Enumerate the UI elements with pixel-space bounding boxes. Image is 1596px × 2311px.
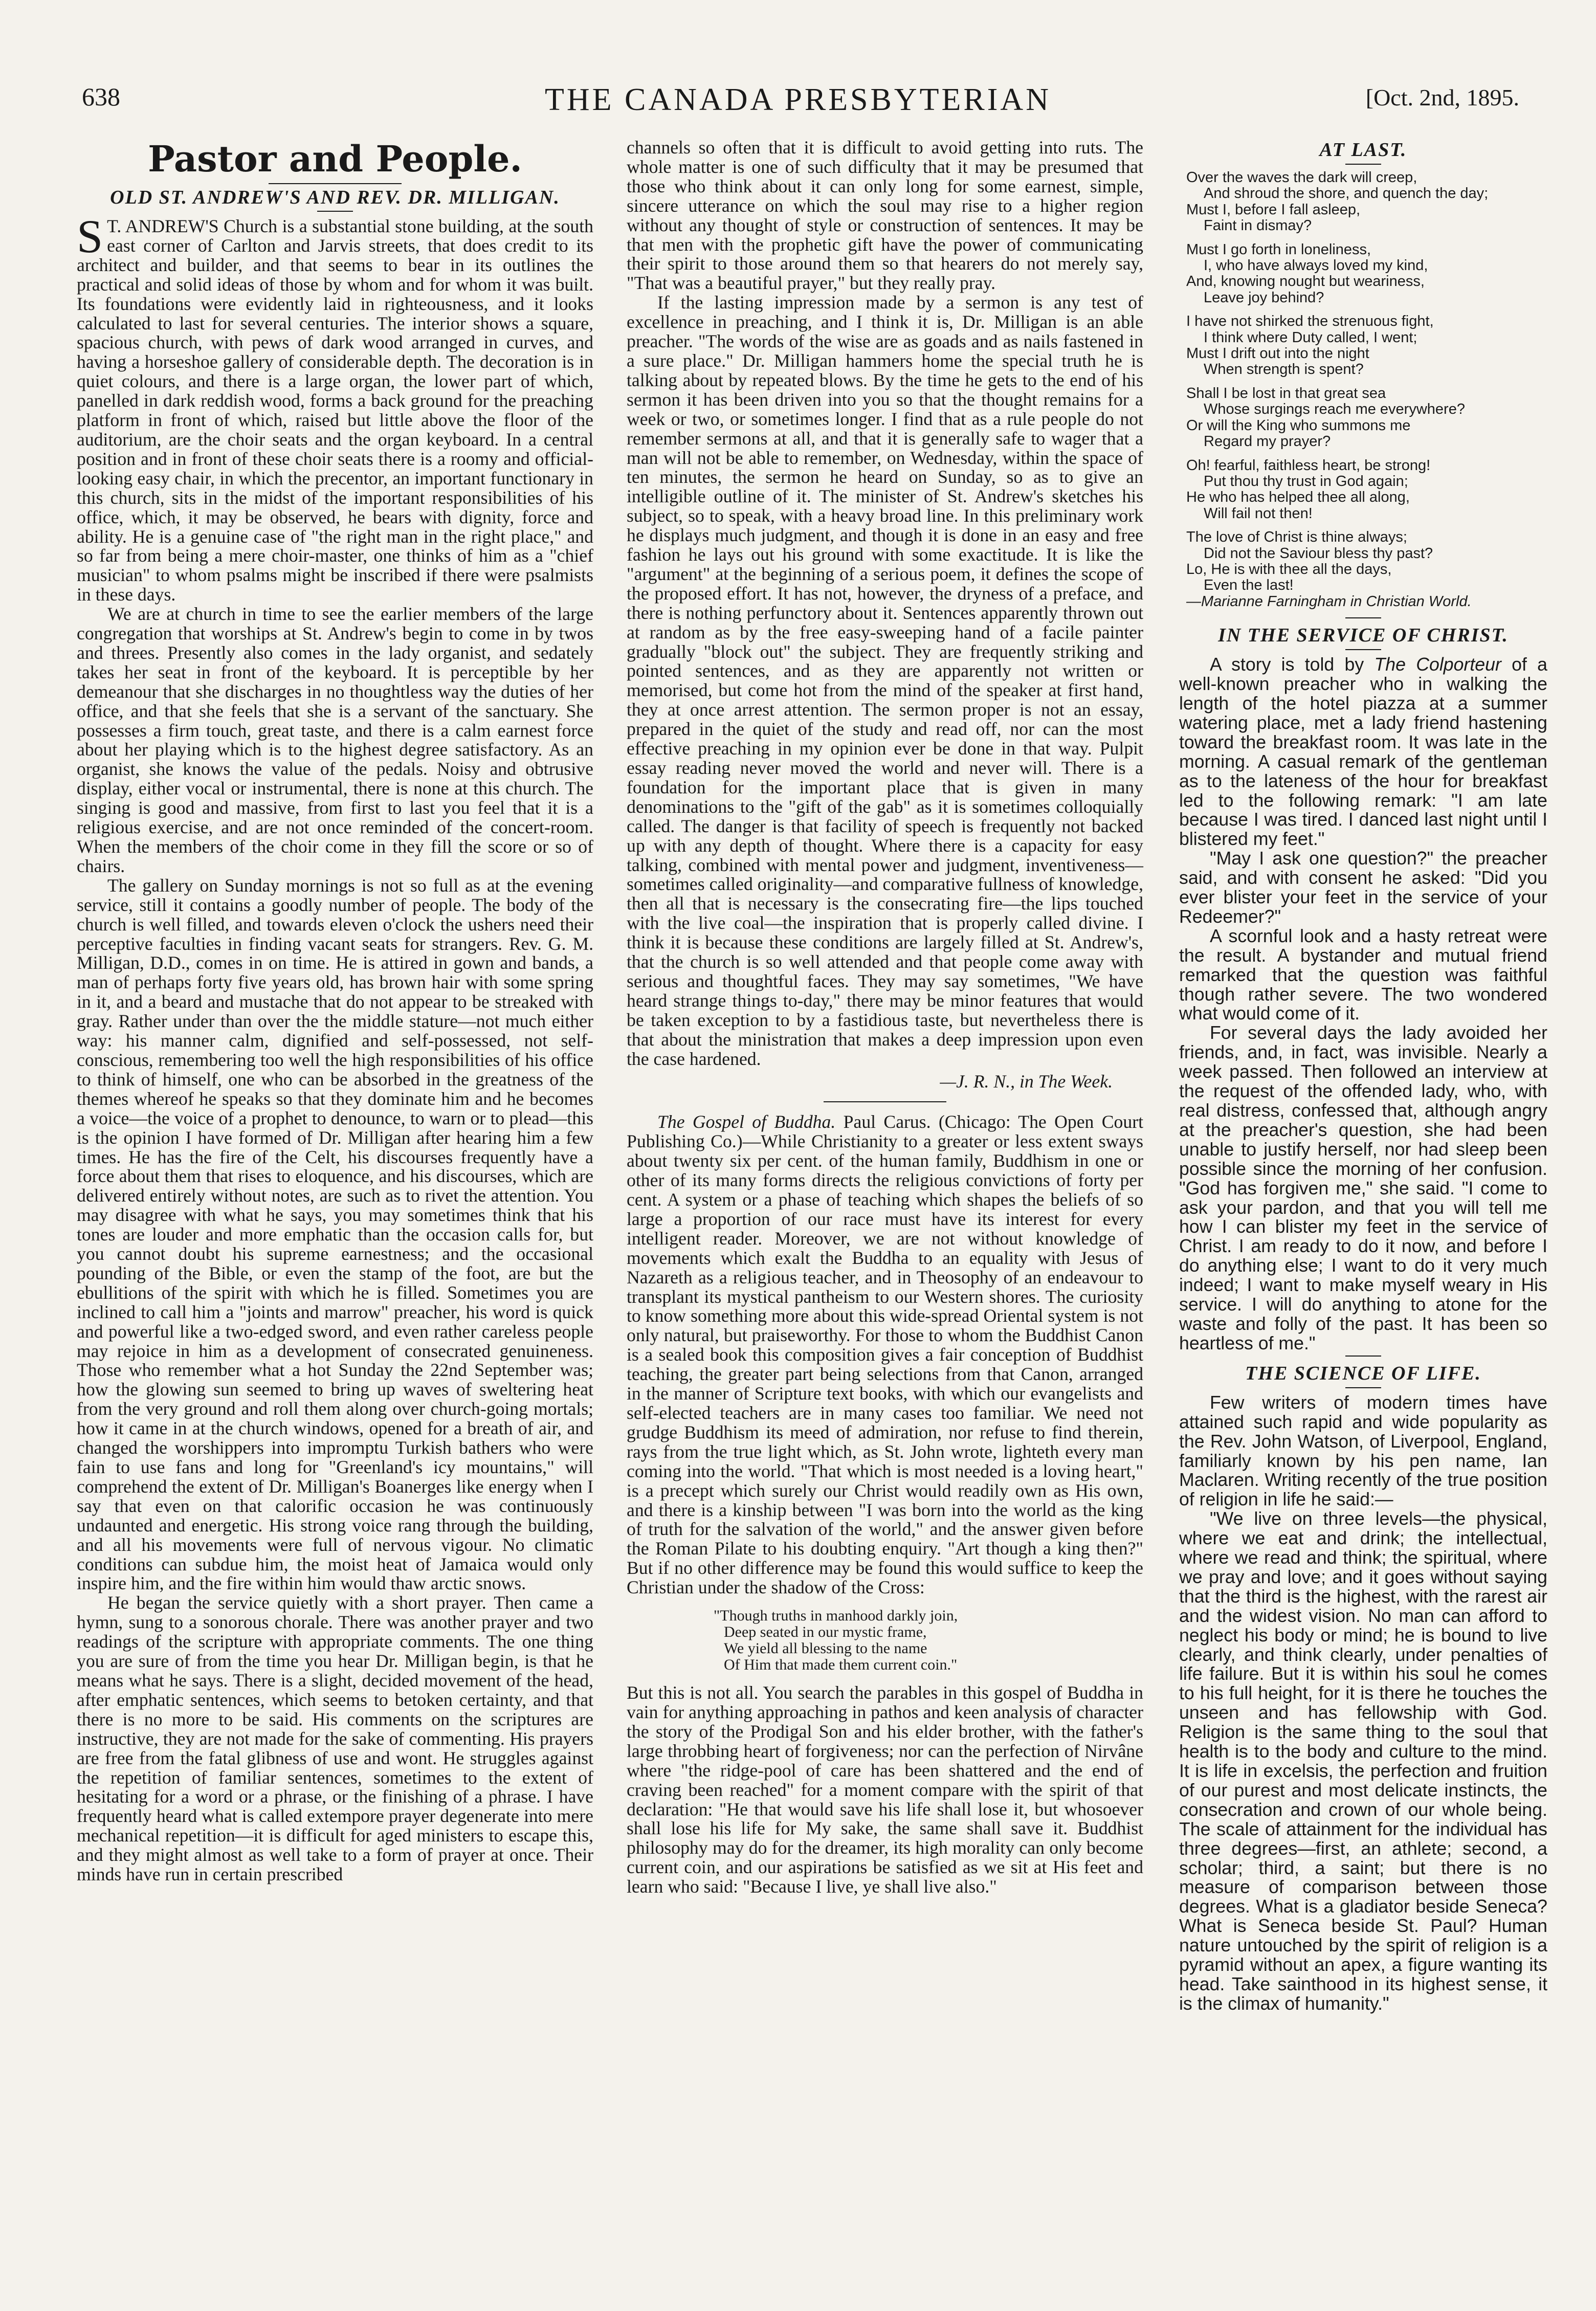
article-divider <box>824 1101 946 1102</box>
poem-stanza: The love of Christ is thine always; Did not the Saviour bless thy past? Lo, He is with thee all the days, Even the last! —Marianne Farningham in Christian World. <box>1186 529 1547 610</box>
poem-line: We yield all blessing to the name <box>724 1640 927 1657</box>
article-paragraph: He began the service quietly with a short prayer. Then came a hymn, sung to a sonorous chorale. There was another prayer and two readings of the scripture with appropriate comments. The one thing you are sure of from the time you hear Dr. Milligan begin, is that he means what he says. There is a slight, decided movement of the head, after emphatic sentences, which seems to betoken certainty, and that there is no more to be said. His comments on the scriptures are instructive, they are not made for the sake of commenting. His prayers are free from the fatal glibness of use and wont. He struggles against the repetition of familiar sentences, sometimes to the extent of hesitating for a word or a phrase, or the finishing of a phrase. I have frequently heard what is called extempore prayer degenerate into mere mechanical repetition—it is difficult for aged ministers to escape this, and they might almost as well take to a form of prayer at once. Their minds have run in certain prescribed <box>77 1592 593 1885</box>
section-rule <box>1345 1356 1381 1357</box>
article-paragraph: S T. ANDREW'S Church is a substantial stone building, at the south east corner of Carlton and Jarvis streets, that does credit to its architect and builder, and that seems to bear in its outlines the practical and solid ideas of those by whom and for whom it was built. Its foundations were evidently laid in righteousness, and it looks calculated to last for several centuries. The interior shows a square, spacious church, with pews of dark wood arranged in curves, and having a horseshoe gallery of considerable depth. The decoration is in quiet colours, and there is a large organ, the lower part of which, panelled in dark reddish wood, forms a back ground for the preaching platform in front of which, raised but little above the floor of the auditorium, are the choir seats and the organ keyboard. In a central position and in front of these choir seats there is a roomy and official-looking easy chair, in which the precentor, an important functionary in this church, sits in the midst of the important responsibilities of his office, which, it may be observed, he bears with dignity, force and ability. He is a genuine case of "the right man in the right place," and so far from being a mere choir-master, one thinks of him as a "chief musician" to whom psalms might be inscribed if there were psalmists in these days. <box>77 210 593 605</box>
poem-at-last <box>1186 170 1547 610</box>
page-number: 638 <box>82 82 120 111</box>
title-rule <box>269 183 402 184</box>
poem-stanza: I have not shirked the strenuous fight, I think where Duty called, I went; Must I drift out into the night When strength is spent? <box>1186 313 1434 378</box>
book-title: The Gospel of Buddha. <box>657 1112 836 1132</box>
section-heading: IN THE SERVICE OF CHRIST. <box>1218 625 1509 647</box>
section-rule <box>1345 649 1381 650</box>
column-1 <box>77 138 593 1884</box>
poem-stanza: Over the waves the dark will creep, And shroud the shore, and quench the day; Must I, before I fall asleep, Faint in dismay? <box>1186 169 1489 234</box>
article-paragraph: For several days the lady avoided her friends, and, in fact, was invisible. Nearly a week passed. Then followed an interview at the request of the offended lady, who, with real distress, confessed that, although angry at the preacher's question, she had been unable to justify herself, nor had sleep been possible since the morning of her confusion. "God has forgiven me," she said. "I come to ask your pardon, and that you will tell me how I can blister my feet in the service of Christ. I am ready to do it now, and before I do anything else; I want to do it very much indeed; I want to make myself weary in His service. I will do anything to atone for the waste and folly of the past. It has been so heartless of me." <box>1179 1023 1547 1353</box>
poem-rule <box>1345 164 1381 165</box>
section-title: Pastor and People. <box>148 138 522 180</box>
issue-date: [Oct. 2nd, 1895. <box>1365 84 1519 110</box>
poem-stanza: Oh! fearful, faithless heart, be strong! Put thou thy trust in God again; He who has helped thee all along, Will fail not then! <box>1186 457 1431 522</box>
section-rule <box>1345 1387 1381 1388</box>
column-3 <box>1179 138 1547 2014</box>
poem-line: Of Him that made them current coin." <box>724 1656 958 1674</box>
poem-line: Deep seated in our mystic frame, <box>724 1624 927 1641</box>
article-byline: —J. R. N., in The Week. <box>940 1071 1113 1092</box>
article-rule <box>317 211 353 212</box>
article-paragraph: A scornful look and a hasty retreat were the result. A bystander and mutual friend remarked that the question was faithful though rather severe. The two wondered what would come of it. <box>1179 925 1547 1024</box>
article-paragraph: The gallery on Sunday mornings is not so full as at the evening service, still it contains a goodly number of people. The body of the church is well filled, and towards eleven o'clock the ushers need their perceptive faculties in finding vacant seats for strangers. Rev. G. M. Milligan, D.D., comes in on time. He is attired in gown and bands, a man of perhaps forty five years old, has brown hair with some spring in it, and a beard and mustache that do not appear to be streaked with gray. Rather under than over the the middle stature—not much either way: his manner calm, dignified and self-possessed, not self-conscious, remembering too well the high responsibilities of his office to think of himself, one who can be absorbed in the greatness of the themes whereof he speaks so that they dominate him and he becomes a voice—the voice of a prophet to denounce, to warn or to plead—this is the opinion I have formed of Dr. Milligan after hearing him a few times. He has the fire of the Celt, his discourses frequently have a force about them that rises to eloquence, and his discourses, which are delivered entirely without notes, are such as to rivet the attention. You may disagree with what he says, you may sometimes think that his tones are louder and more emphatic than the occasion calls for, but you cannot doubt his supreme earnestness; and the occasional pounding of the Bible, or even the stamp of the foot, are but the ebullitions of the spirit with which he is filled. Sometimes you are inclined to call him a "joints and marrow" preacher, his word is quick and powerful like a two-edged sword, and even rather careless people may rejoice in him as a development of consecrated genuineness. Those who remember what a hot Sunday the 22nd September was; how the glowing sun seemed to bring up waves of sweltering heat from the very ground and roll them along over church-going mortals; how it came in at the church windows, opened for a breath of air, and changed the worshippers into impromptu Turkish bathers who were fain to use fans and long for "Greenland's icy mountains," will comprehend the extent of Dr. Milligan's Boanerges like energy when I say that even on that calorific occasion he was continuously undaunted and energetic. His strong voice rang through the building, and all his movements were full of nervous vigour. No climatic conditions can subdue him, the moist heat of Jamaica would only inspire him, and the fire within him would thaw arctic snows. <box>77 875 593 1594</box>
section-heading: THE SCIENCE OF LIFE. <box>1245 1362 1481 1384</box>
poem-stanza: Shall I be lost in that great sea Whose surgings reach me everywhere? Or will the King who summons me Regard my prayer? <box>1186 385 1465 450</box>
article-paragraph: channels so often that it is difficult to avoid getting into ruts. The whole matter is one of such difficulty that it may be presumed that those who think about it can only long for some earnest, simple, sincere utterance on which the soul may rise to a higher region without any thought of style or construction of sentences. It may be that men with the prophetic gift have the power of communicating their spirit to those around them so that hearers do not merely say, "That was a beautiful prayer," but they really pray. <box>627 137 1143 294</box>
science-of-life-article <box>1179 1393 1547 2014</box>
article-paragraph: "May I ask one question?" the preacher said, and with consent he asked: "Did you ever blister your feet in the service of your Redeemer?" <box>1179 848 1547 927</box>
poem-stanza: Must I go forth in loneliness, I, who have always loved my kind, And, knowing nought but weariness, Leave joy behind? <box>1186 241 1428 306</box>
article-paragraph: A story is told by The Colporteur of a well-known preacher who in walking the length of the hotel piazza at a summer watering place, met a lady friend hastening toward the breakfast room. It was late in the morning. A casual remark of the gentleman as to the lateness of the hour for breakfast led to the following remark: "I am late because I was tired. I danced last night until I blistered my feet." <box>1179 654 1547 850</box>
review-poem <box>714 1608 1143 1673</box>
article-paragraph: If the lasting impression made by a sermon is any test of excellence in preaching, and I think it is, Dr. Milligan is an able preacher. "The words of the wise are as goads and as nails fastened in a sure place." Dr. Milligan hammers home the special truth he is talking about by repeated blows. By the time he gets to the end of his sermon it has been driven into you so that the thought remains for a week or two, or sometimes longer. I find that as a rule people do not remember sermons at all, and that it is generally safe to wager that a man will not be able to remember, on Wednesday, within the space of ten minutes, the sermon he heard on Sunday, so as to give an intelligible outline of it. The minister of St. Andrew's sketches his subject, so to speak, with a heavy broad line. In this preliminary work he displays much judgment, and though it is done in an easy and free fashion he lays out his ground with some exactitude. It is like the "argument" at the beginning of a serious poem, it defines the scope of the proposed effort. It has not, however, the dryness of a preface, and there is nothing perfunctory about it. Sentences apparently thrown out at random as by the free easy-sweeping hand of a facile painter gradually "block out" the subject. They are frequently striking and pointed sentences, and as they are apparently not written or memorised, but come hot from the mind of the speaker at first hand, they at once arrest attention. The sermon proper is not an essay, prepared in the quiet of the study and read off, nor can the most effective preaching in my opinion ever be done in that way. Pulpit essay reading never moved the world and never will. There is a foundation for the important place that is given in many denominations to the "gift of the gab" as it is sometimes colloquially called. The danger is that facility of speech is frequently not backed up with any depth of thought. Where there is a capacity for easy talking, combined with mental power and judgment, inventiveness—sometimes called originality—and comparative fullness of knowledge, then all that is necessary is the consecrating fire—the lips touched with the live coal—the inspiration that is properly called divine. I think it is because these conditions are largely filled at St. Andrew's, that the church is so well attended and that people come away with serious and thoughtful faces. They may say sometimes, "We have heard strange things to-day," there may be minor features that would be taken exception to by a fastidious taste, but nevertheless there is that about the ministration that makes a deep impression upon even the case hardened. <box>627 292 1143 1069</box>
journal-title: THE CANADA PRESBYTERIAN <box>545 82 1051 117</box>
poem-line: "Though truths in manhood darkly join, <box>714 1607 958 1625</box>
book-review-paragraph: But this is not all. You search the parables in this gospel of Buddha in vain for anything approaching in pathos and keen analysis of character the story of the Prodigal Son and his elder brother, with the father's large throbbing heart of forgiveness; nor can the perfection of Nirvâne where "the ridge-pool of care has been shattered and the end of craving been reached" for a moment compare with the spirit of that declaration: "He that would save his life shall lose it, but whosoever shall lose his life for My sake, the same shall save it. Buddhist philosophy may do for the dreamer, its high morality can only become current coin, and our aspirations be satisfied as we sit at His feet and learn who said: "Because I live, ye shall live also." <box>627 1682 1143 1897</box>
masthead <box>77 77 1519 123</box>
poem-attribution: —Marianne Farningham in Christian World. <box>1186 593 1472 610</box>
column-2 <box>627 138 1143 1897</box>
drop-cap: S <box>77 210 103 262</box>
article-paragraph: Few writers of modern times have attained such rapid and wide popularity as the Rev. John Watson, of Liverpool, England, familiarly known by his pen name, Ian Maclaren. Writing recently of the true position of religion in life he said:— <box>1179 1392 1547 1510</box>
article-title: OLD ST. ANDREW'S AND REV. DR. MILLIGAN. <box>110 187 560 208</box>
book-review-paragraph: The Gospel of Buddha. Paul Carus. (Chicago: The Open Court Publishing Co.)—While Christianity to a greater or less extent sways about twenty six per cent. of the human family, Buddhism in one or other of its many forms directs the religious convictions of forty per cent. A system or a phase of teaching which shapes the beliefs of so large a proportion of our race must have its interest for every intelligent reader. Moreover, we are not without knowledge of movements which exalt the Buddha to an equality with Jesus of Nazareth as a religious teacher, and in Theosophy of an endeavour to transplant its mystical pantheism to our Western shores. The curiosity to know something more about this wide-spread Oriental system is not only natural, but praiseworthy. For those to whom the Buddhist Canon is a sealed book this composition gives a fair conception of Buddhist teaching, the greater part being selections from that Canon, arranged in the manner of Scripture text books, with which our evangelists and self-elected teachers are in many cases too familiar. We need not grudge Buddhism its meed of admiration, nor refuse to find therein, rays from the true light which, as St. John wrote, lighteth every man coming into the world. "That which is most needed is a loving heart," is a precept which surely our Christ would readily own as His own, and there is a kinship between "I was born into the world as the king of truth for the salvation of the world," and the answer given before the Roman Pilate to his doubting enquiry. "Art though a king then?" But if no other difference may be found this would suffice to keep the Christian under the shadow of the Cross: <box>627 1112 1143 1598</box>
section-rule <box>1345 617 1381 618</box>
article-paragraph: We are at church in time to see the earlier members of the large congregation that worships at St. Andrew's begin to come in by twos and threes. Presently also comes in the lady organist, and sedately takes her seat in front of the keyboard. It is perceptible by her demeanour that she discharges in no thoughtless way the duties of her office, and that she feels that she is a servant of the sanctuary. She possesses a firm touch, great taste, and there is a calm earnest force about her playing which is to the highest degree satisfactory. As an organist, she knows the value of the pedals. Noisy and obtrusive display, either vocal or instrumental, there is none at this church. The singing is good and massive, from first to last you feel that it is a religious exercise, and are not once reminded of the concert-room. When the members of the choir come in they fill the score or so of chairs. <box>77 604 593 876</box>
service-of-christ-article <box>1179 655 1547 1353</box>
article-paragraph: "We live on three levels—the physical, where we eat and drink; the intellectual, where we read and think; the spiritual, where we pray and love; and it goes without saying that the third is the highest, with the rarest air and the widest vision. No man can afford to neglect his body or mind; he is bound to live clearly, and think clearly, under penalties of life failure. But it is within his soul he comes to his full height, for it is there he touches the unseen and has fellowship with God. Religion is the same thing to the soul that health is to the body and culture to the mind. It is life in excelsis, the perfection and fruition of our purest and most delicate instincts, the consecration and crown of our whole being. The scale of attainment for the individual has three degrees—first, an athlete; second, a scholar; third, a saint; but there is no measure of comparison between those degrees. What is a gladiator beside Seneca? What is Seneca beside St. Paul? Human nature untouched by the spirit of religion is a pyramid without an apex, a figure wanting its head. Take sainthood in its highest sense, it is the climax of humanity." <box>1179 1508 1547 2014</box>
poem-title: AT LAST. <box>1319 139 1407 161</box>
